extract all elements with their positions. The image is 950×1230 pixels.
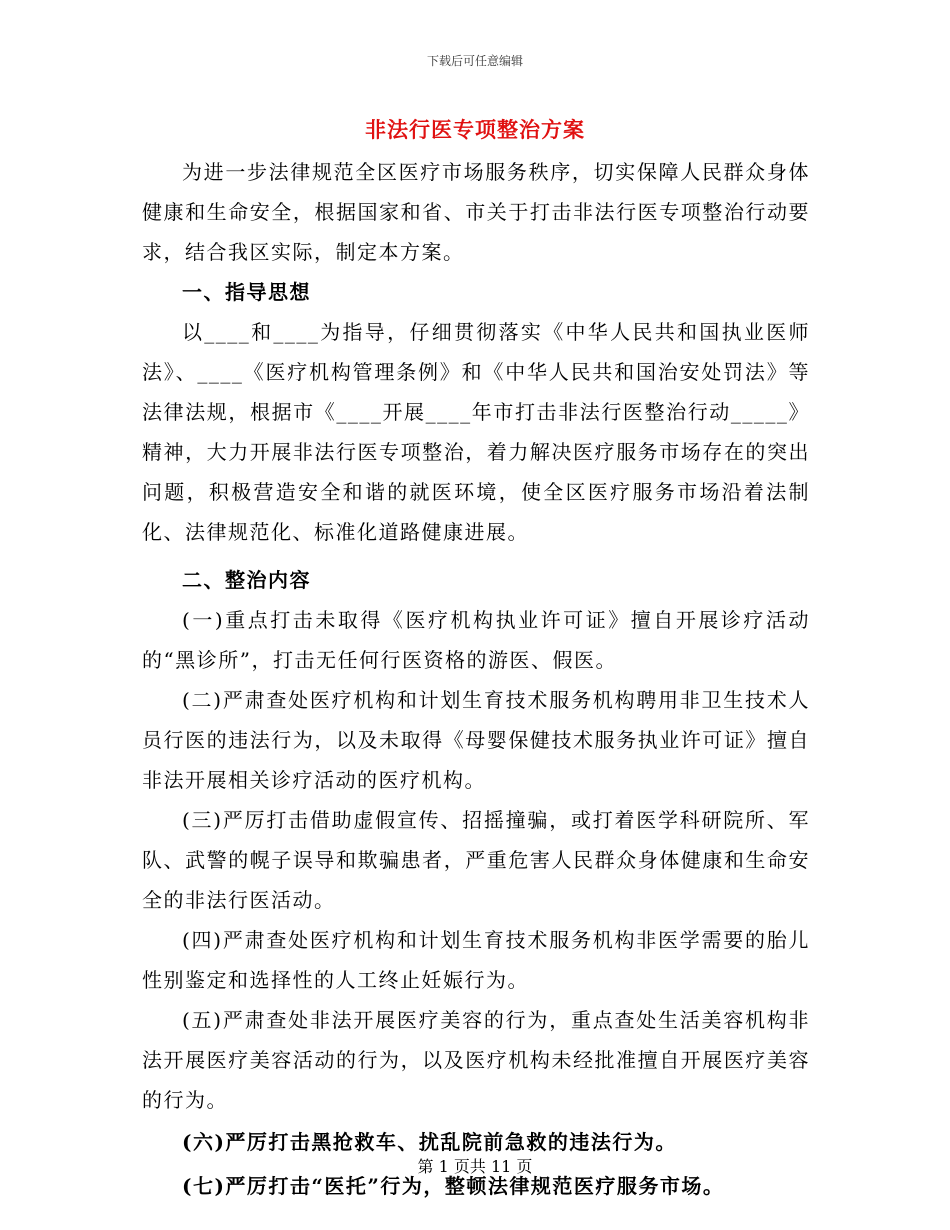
intro-paragraph: 为进一步法律规范全区医疗市场服务秩序，切实保障人民群众身体健康和生命安全，根据国家和省、市关于打击非法行医专项整治行动要求，结合我区实际，制定本方案。 (142, 160, 810, 264)
rectification-item: (二)严肃查处医疗机构和计划生育技术服务机构聘用非卫生技术人员行医的违法行为，以及未取得《母婴保健技术服务执业许可证》擅自非法开展相关诊疗活动的医疗机构。 (142, 688, 810, 792)
rectification-item-bold: (六)严厉打击黑抢救车、扰乱院前急救的违法行为。 (182, 1130, 677, 1154)
page-number-footer: 第 1 页共 11 页 (417, 1157, 533, 1176)
section-heading-guiding-ideology: 一、指导思想 (182, 280, 311, 304)
section-heading-rectification-content: 二、整治内容 (182, 568, 311, 592)
document-title: 非法行医专项整治方案 (365, 117, 585, 142)
page-header: 下载后可任意编辑 (426, 54, 523, 68)
document-body (142, 152, 810, 1208)
rectification-item: (五)严肃查处非法开展医疗美容的行为，重点查处生活美容机构非法开展医疗美容活动的行为，以及医疗机构未经批准擅自开展医疗美容的行为。 (142, 1008, 810, 1112)
rectification-item: (四)严肃查处医疗机构和计划生育技术服务机构非医学需要的胎儿性别鉴定和选择性的人工终止妊娠行为。 (142, 928, 810, 992)
guiding-ideology-paragraph: 以____和____为指导，仔细贯彻落实《中华人民共和国执业医师法》、____《医疗机构管理条例》和《中华人民共和国治安处罚法》等法律法规，根据市《____开展____年市打击非法行医整治行动_____》精神，大力开展非法行医专项整治，着力解决医疗服务市场存在的突出问题，积极营造安全和谐的就医环境，使全区医疗服务市场沿着法制化、法律规范化、标准化道路健康进展。 (142, 320, 810, 544)
rectification-item: (三)严厉打击借助虚假宣传、招摇撞骗，或打着医学科研院所、军队、武警的幌子误导和欺骗患者，严重危害人民群众身体健康和生命安全的非法行医活动。 (142, 808, 810, 912)
rectification-item: (一)重点打击未取得《医疗机构执业许可证》擅自开展诊疗活动的“黑诊所”，打击无任何行医资格的游医、假医。 (142, 608, 810, 672)
rectification-item-bold: (七)严厉打击“医托”行为，整顿法律规范医疗服务市场。 (182, 1174, 725, 1198)
